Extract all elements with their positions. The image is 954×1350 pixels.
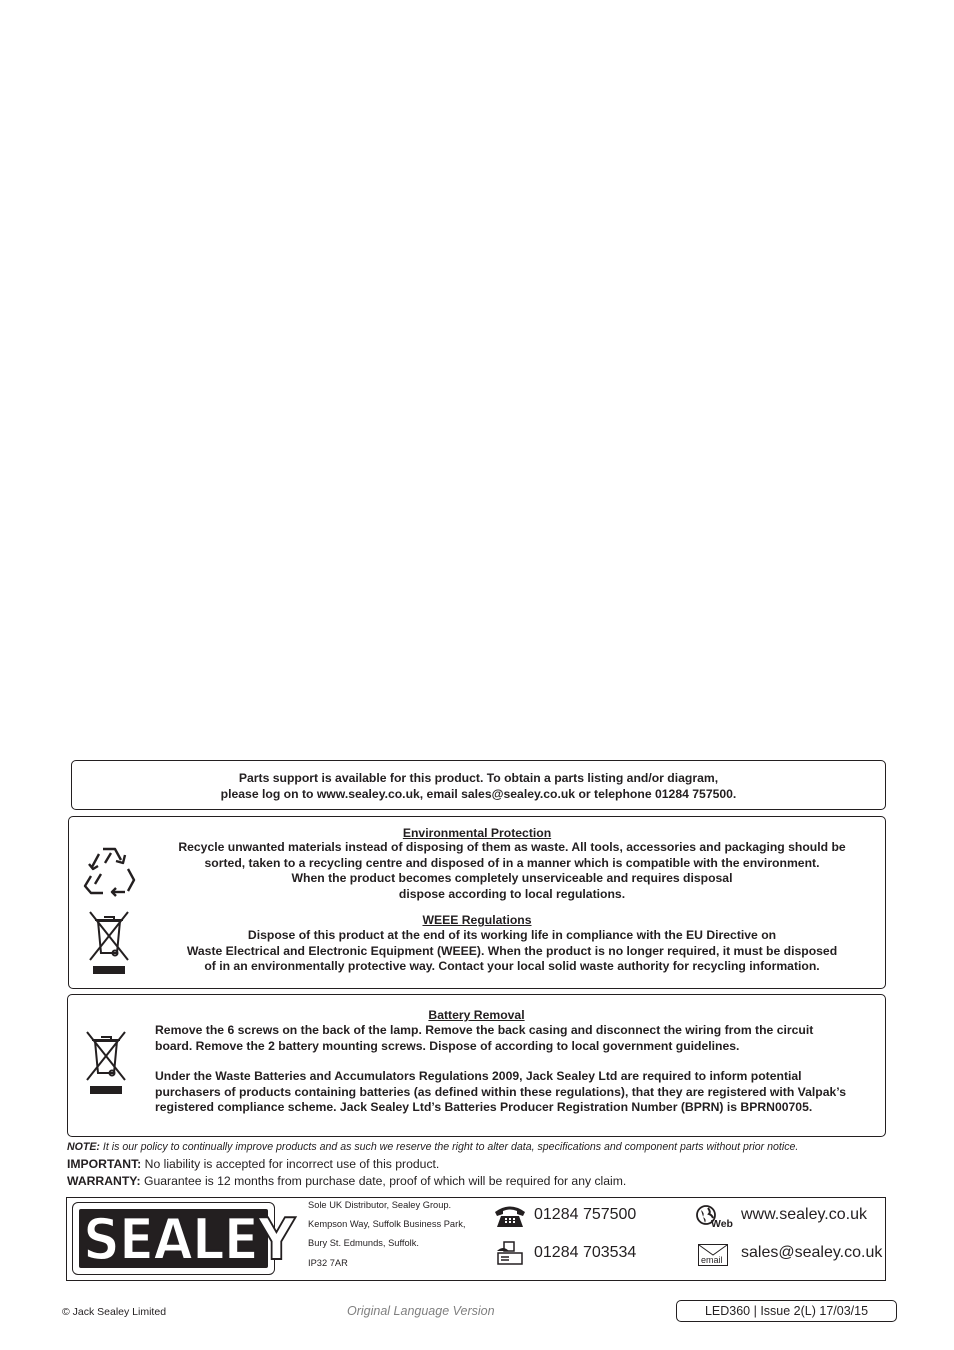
environmental-box [68, 816, 886, 989]
battery-para-2 [155, 1069, 846, 1116]
policy-note [67, 1141, 798, 1153]
environmental-text [139, 840, 885, 902]
environmental-line-4: dispose according to local regulations. [398, 886, 626, 901]
weee-line-1: Dispose of this product at the end of its working life in compliance with the EU Directive on [247, 928, 777, 942]
important-text: No liability is accepted for incorrect use of this product. [144, 1157, 440, 1171]
battery-para2-line-2: purchasers of products containing batteries (as defined within these regulations), that they are registered with Valpak’s [155, 1084, 847, 1099]
battery-para2-line-3: registered compliance scheme. Jack Sealey Ltd’s Batteries Producer Registration Number (BPRN) is BPRN00705. [155, 1100, 813, 1115]
website[interactable]: www.sealey.co.uk [741, 1206, 867, 1223]
weee-line-2: Waste Electrical and Electronic Equipment (WEEE). When the product is no longer required, it must be disposed [186, 943, 838, 958]
parts-support-box [71, 760, 886, 810]
email-icon-label: email [701, 1255, 723, 1265]
parts-support-line-1: Parts support is available for this product. To obtain a parts listing and/or diagram, [238, 771, 719, 785]
email-icon [698, 1244, 728, 1266]
note-text: It is our policy to continually improve products and as such we reserve the right to alter data, specifications and component parts without prior notice. [102, 1141, 799, 1153]
weee-title: WEEE Regulations [422, 913, 532, 927]
warranty-note [67, 1174, 626, 1188]
warranty-label: WARRANTY: [67, 1174, 141, 1188]
weee-line-3: of in an environmentally protective way. Contact your local solid waste authority for recycling information. [204, 959, 820, 974]
warranty-text: Guarantee is 12 months from purchase date, proof of which will be required for any claim. [143, 1174, 627, 1188]
email-address[interactable]: sales@sealey.co.uk [741, 1244, 883, 1261]
battery-para1-line-2: board. Remove the 2 battery mounting screws. Dispose of according to local government guidelines. [155, 1038, 740, 1053]
environmental-line-2: sorted, taken to a recycling centre and disposed of in a manner which is compatible with the environment. [204, 855, 820, 870]
language-version: Original Language Version [347, 1304, 495, 1318]
copyright: © Jack Sealey Limited [62, 1306, 167, 1318]
contact-box [66, 1197, 886, 1281]
environmental-line-3: When the product becomes completely unserviceable and requires disposal [291, 871, 733, 886]
parts-support-line-2: please log on to www.sealey.co.uk, email sales@sealey.co.uk or telephone 01284 757500. [220, 786, 737, 801]
important-label: IMPORTANT: [67, 1157, 142, 1171]
web-icon [695, 1204, 735, 1232]
sealey-logo [72, 1202, 295, 1275]
environmental-line-1: Recycle unwanted materials instead of disposing of them as waste. All tools, accessories and packaging should be [178, 840, 846, 854]
note-label: NOTE: [67, 1141, 100, 1153]
address-line-1: Sole UK Distributor, Sealey Group. [308, 1200, 452, 1210]
address-line-3: Bury St. Edmunds, Suffolk. [308, 1238, 419, 1248]
address-line-2: Kempson Way, Suffolk Business Park, [308, 1219, 466, 1229]
battery-para1-line-1: Remove the 6 screws on the back of the lamp. Remove the back casing and disconnect the wiring from the circuit [155, 1023, 814, 1037]
battery-removal-box [67, 994, 886, 1137]
phone-icon [493, 1203, 527, 1229]
address-line-4: IP32 7AR [308, 1258, 348, 1268]
crossed-bin-icon [84, 1029, 128, 1095]
phone-number[interactable]: 01284 757500 [534, 1206, 637, 1223]
logo-text: SEALEY [83, 1207, 295, 1273]
fax-icon [495, 1239, 525, 1267]
web-icon-label: Web [711, 1218, 733, 1230]
battery-para2-line-1: Under the Waste Batteries and Accumulators Regulations 2009, Jack Sealey Ltd are required to inform potential [155, 1069, 802, 1083]
battery-title: Battery Removal [428, 1008, 525, 1022]
recycle-icon [81, 843, 137, 899]
issue-box [676, 1300, 897, 1322]
important-note [67, 1157, 439, 1171]
fax-number: 01284 703534 [534, 1244, 637, 1261]
weee-text [139, 928, 885, 975]
issue-label: LED360 | Issue 2(L) 17/03/15 [704, 1304, 869, 1318]
battery-para-1 [155, 1023, 813, 1054]
environmental-title: Environmental Protection [402, 826, 552, 840]
